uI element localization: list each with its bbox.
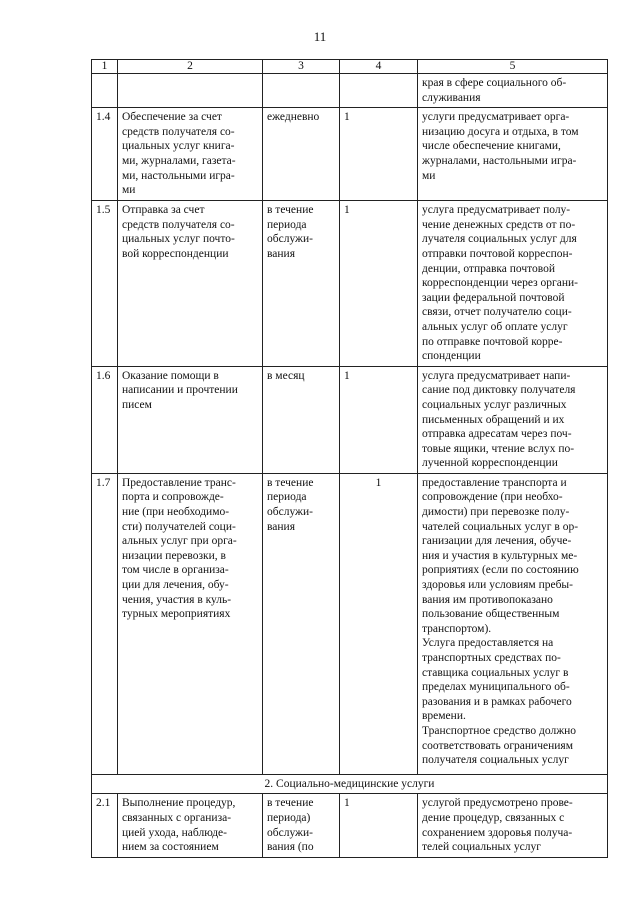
services-table [91,59,608,858]
column-header-3: 3 [263,60,340,74]
service-volume: 1 [340,366,418,473]
service-name: Оказание помощи в написании и прочтении писем [118,366,263,473]
service-name: Отправка за счет средств получателя со- циальных услуг почто- вой корреспонденции [118,201,263,367]
column-header-1: 1 [92,60,118,74]
column-header-4: 4 [340,60,418,74]
service-volume: 1 [340,201,418,367]
section-title: 2. Социально-медицинские услуги [92,774,608,794]
column-header-2: 2 [118,60,263,74]
service-name [118,74,263,108]
service-period: ежедневно [263,108,340,201]
row-number: 1.6 [92,366,118,473]
row-number: 1.5 [92,201,118,367]
service-period [263,74,340,108]
row-number: 1.4 [92,108,118,201]
service-period: в месяц [263,366,340,473]
service-description: услугой предусмотрено прове- дение процедур, связанных с сохранением здоровья получа- телей социальных услуг [418,794,608,857]
table-row [92,201,608,367]
service-description: предоставление транспорта и сопровождение (при необхо- димости) при перевозке полу- чателей социальных услуг в ор- ганизации для лечения, обуче- ния и участия в культурных ме- роприятиях (если по состоянию здоровья или условиям пребы- вания им противопоказано пользование общественным транспортом). Услуга предоставляется на транспортных средствах по- ставщика социальных услуг в пределах муниципального об- разования и в рамках рабочего времени. Транспортное средство должно соответствовать ограничениям получателя социальных услуг [418,473,608,774]
table-row [92,74,608,108]
service-description: края в сфере социального об- служивания [418,74,608,108]
table-row [92,473,608,774]
service-period: в течение периода) обслужи- вания (по [263,794,340,857]
service-volume [340,74,418,108]
section-header-row [92,774,608,794]
column-header-5: 5 [418,60,608,74]
service-name: Обеспечение за счет средств получателя со- циальных услуг книга- ми, журналами, газета- ми, настольными игра- ми [118,108,263,201]
service-volume: 1 [340,794,418,857]
row-number: 2.1 [92,794,118,857]
service-name: Предоставление транс- порта и сопровожде- ние (при необходимо- сти) получателей соци- альных услуг при орга- низации перевозки, в том числе в организа- ции для лечения, обу- чения, участия в куль- турных мероприятиях [118,473,263,774]
service-description: услуга предусматривает полу- чение денежных средств от по- лучателя социальных услуг для отправки почтовой корреспон- денции, отправка почтовой корреспонденции через органи- зации федеральной почтовой связи, отчет получателю соци- альных услуг об оплате услуг по отправке почтовой корре- спонденции [418,201,608,367]
service-volume: 1 [340,108,418,201]
service-period: в течение периода обслужи- вания [263,473,340,774]
table-row [92,108,608,201]
service-period: в течение периода обслужи- вания [263,201,340,367]
table-header-row [92,60,608,74]
row-number: 1.7 [92,473,118,774]
table-row [92,366,608,473]
service-description: услуги предусматривает орга- низацию досуга и отдыха, в том числе обеспечение книгами, журналами, настольными игра- ми [418,108,608,201]
service-name: Выполнение процедур, связанных с организа- цией ухода, наблюде- нием за состоянием [118,794,263,857]
table-row [92,794,608,857]
page-number: 11 [313,29,327,44]
service-description: услуга предусматривает напи- сание под диктовку получателя социальных услуг различных письменных обращений и их отправка адресатам через поч- товые ящики, чтение вслух по- лученной корреспонденции [418,366,608,473]
row-number [92,74,118,108]
service-volume: 1 [340,473,418,774]
